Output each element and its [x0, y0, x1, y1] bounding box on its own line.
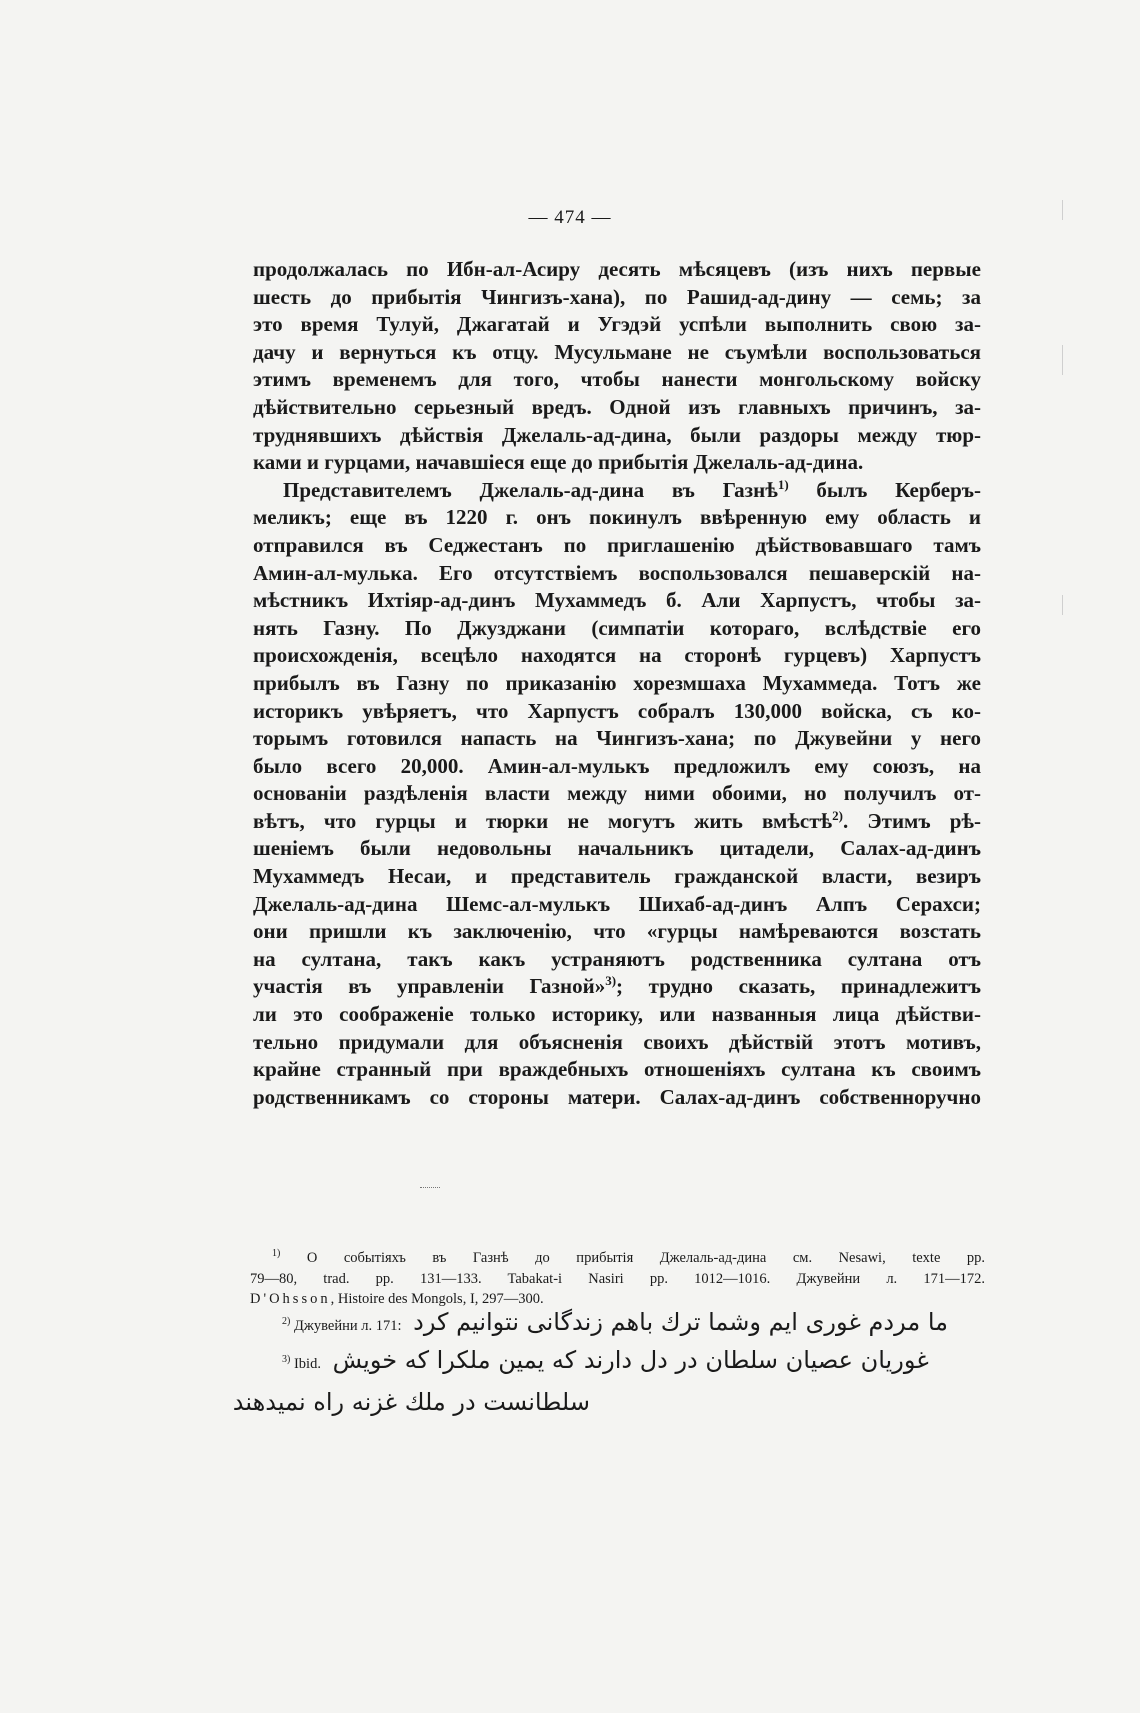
footnote-line: 79—80, trad. pp. 131—133. Tabakat-i Nasiri pp. 1012—1016. Джувейни л. 171—172.: [250, 1270, 985, 1287]
footnote-ref-1[interactable]: 1): [777, 476, 789, 492]
footnote-line: [250, 1248, 985, 1269]
main-text: [253, 256, 981, 1111]
footnote-mark: 2): [282, 1316, 291, 1328]
text-line: они пришли къ заключенію, что «гурцы намѣреваются возстать: [253, 919, 981, 944]
footnote-text: О событіяхъ въ Газнѣ до прибытія Джелаль-ад-дина см. Nesawi, texte pp.: [306, 1250, 986, 1266]
margin-mark: [1062, 200, 1063, 220]
footnote-text: Ibid.: [293, 1356, 321, 1372]
text-fragment: участія въ управленіи Газной»: [253, 974, 606, 999]
paragraph-2: [253, 477, 981, 1112]
text-line: основаніи раздѣленія власти между ними обоими, но получилъ от-: [253, 781, 981, 806]
text-line: нять Газну. По Джузджани (симпатіи котораго, вслѣдствіе его: [253, 615, 981, 640]
text-line: родственникамъ со стороны матери. Салах-ад-динъ собственноручно: [253, 1084, 981, 1109]
page-number: — 474 —: [528, 207, 612, 228]
text-line: мѣстникъ Ихтіяр-ад-динъ Мухаммедъ б. Али Харпустъ, чтобы за-: [253, 588, 981, 613]
text-line: [253, 973, 981, 1001]
text-line: крайне странный при враждебныхъ отношеніяхъ султана къ своимъ: [253, 1057, 981, 1082]
footnote-1: [250, 1248, 985, 1310]
footnote-text: , Histoire des Mongols, I, 297—300.: [330, 1291, 544, 1307]
footnote-text: Джувейни л. 171:: [293, 1318, 402, 1334]
text-line: дѣйствительно серьезный вредъ. Одной изъ главныхъ причинъ, за-: [253, 394, 981, 419]
paragraph-1: [253, 256, 981, 477]
text-fragment: былъ Керберъ-: [788, 477, 981, 502]
margin-mark: [1062, 345, 1063, 375]
text-fragment: ; трудно сказать, принадлежитъ: [616, 974, 981, 999]
text-line: это время Тулуй, Джагатай и Угэдэй успѣли выполнить свою за-: [253, 312, 981, 337]
text-fragment: . Этимъ рѣ-: [843, 808, 981, 833]
text-line: историкъ увѣряетъ, что Харпустъ собралъ 130,000 войска, съ ко-: [253, 698, 981, 723]
text-fragment: Представителемъ Джелаль-ад-дина въ Газнѣ: [283, 477, 778, 502]
margin-mark: [1062, 595, 1063, 615]
footnote-ref-2[interactable]: 2): [832, 807, 843, 823]
footnote-ref-3[interactable]: 3): [605, 973, 617, 989]
author-name: D'Ohsson: [250, 1291, 331, 1307]
footnote-2: [282, 1308, 982, 1336]
text-line: [253, 477, 981, 505]
text-line: Мухаммедъ Несаи, и представитель гражданской власти, везиръ: [253, 864, 981, 889]
text-line: ками и гурцами, начавшіеся еще до прибытія Джелаль-ад-дина.: [253, 450, 864, 475]
footnote-mark: 3): [282, 1354, 291, 1366]
text-line: Джелаль-ад-дина Шемс-ал-мулькъ Шихаб-ад-динъ Алпъ Серахси;: [253, 891, 981, 916]
text-line: продолжалась по Ибн-ал-Асиру десять мѣсяцевъ (изъ нихъ первые: [253, 257, 981, 281]
arabic-quote: غوریان عصیان سلطان در دل دارند كه یمین ملكرا كه خویش: [332, 1346, 929, 1374]
text-line: труднявшихъ дѣйствія Джелаль-ад-дина, были раздоры между тюр-: [253, 422, 981, 447]
text-line: дачу и вернуться къ отцу. Мусульмане не съумѣли воспользоваться: [253, 339, 981, 364]
text-fragment: вѣтъ, что гурцы и тюрки не могутъ жить вмѣстѣ: [253, 808, 833, 833]
arabic-quote: ما مردم غوری ایم وشما ترك باهم زندگانی نتوانیم كرد: [413, 1308, 948, 1336]
text-line: было всего 20,000. Амин-ал-мулькъ предложилъ ему союзъ, на: [253, 753, 981, 778]
text-line: прибылъ въ Газну по приказанію хорезмшаха Мухаммеда. Тотъ же: [253, 670, 981, 695]
text-line: торымъ готовился напасть на Чингизъ-хана; по Джувейни у него: [253, 726, 981, 751]
footnote-separator: [420, 1187, 440, 1190]
text-line: Амин-ал-мулька. Его отсутствіемъ воспользовался пешаверскій на-: [253, 560, 981, 585]
text-line: шеніемъ были недовольны начальникъ цитадели, Салах-ад-динъ: [253, 836, 981, 861]
text-line: на султана, такъ какъ устраняютъ родственника султана отъ: [253, 946, 981, 971]
text-line: шесть до прибытія Чингизъ-хана), по Рашид-ад-дину — семь; за: [253, 284, 981, 309]
footnote-mark: 1): [272, 1248, 281, 1260]
text-line: этимъ временемъ для того, чтобы нанести монгольскому войску: [253, 367, 981, 392]
arabic-quote-continuation: سلطانست در ملك غزنه راه نمیدهند: [232, 1388, 590, 1416]
text-line: ли это соображеніе только историку, или названныя лица дѣйстви-: [253, 1002, 981, 1027]
text-line: [253, 808, 981, 836]
footnote-3: [282, 1346, 987, 1374]
text-line: происхожденія, всецѣло находятся на сторонѣ гурцевъ) Харпустъ: [253, 643, 981, 668]
text-line: отправился въ Седжестанъ по приглашенію дѣйствовавшаго тамъ: [253, 532, 981, 557]
footnote-line: [250, 1289, 985, 1310]
text-line: меликъ; еще въ 1220 г. онъ покинулъ ввѣренную ему область и: [253, 505, 981, 530]
text-line: тельно придумали для объясненія своихъ дѣйствій этотъ мотивъ,: [253, 1029, 981, 1054]
